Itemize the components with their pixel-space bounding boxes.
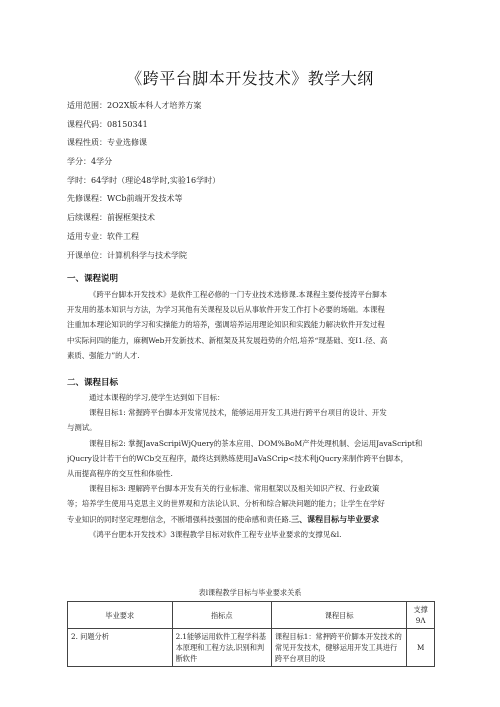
meta-major: 适用专业：软件工程 — [67, 231, 139, 241]
meta-scope: 适用范围：2O2X版本科人才培养方案 — [67, 101, 202, 110]
cell-goal: 课程目标1：常押跨平价脚本开发技术的常见开发技术，健够运用开发工具进行跨平台项目的设 — [272, 629, 407, 667]
goals-intro: 通过本课程的学习,使学生达到如下目标： — [89, 393, 225, 402]
section-heading-1: 一、课程说明 — [67, 274, 119, 284]
cell-indicator: 2.1能够运用软件工程学科基本原理和工程方法,识别和判断软件 — [172, 629, 271, 667]
meta-hours: 学时：64学时（理论48学时,实验16学时） — [67, 175, 221, 185]
desc-line-1: 《跨平台脚本开发技术》是软件工程必修的一门专业技术选修课.本课程主要传授涛平台脚本 — [89, 290, 387, 299]
desc-line-4: 中实际问四的能力，麻稠Web开发新技术、新框架及其发展趋势的介绍,培养“现基础、变I1.径、高 — [67, 335, 388, 345]
desc-line-2: 开发用的基本知识与方法，为学习其他有关课程及以后从事软件开发工作打卜必要的场础。本课程 — [67, 305, 385, 315]
desc-line-3: 注重加本理论知识的学习和实操能力的培养，强调培养运用理论知识和实践能力解决软件开发过程 — [67, 320, 385, 330]
goal1-line-2: 与测试。 — [67, 423, 97, 433]
meta-followup: 后续课程：前握框架技术 — [67, 213, 155, 223]
course-description — [67, 287, 435, 363]
header-requirement: 毕业要求 — [68, 602, 173, 629]
goal2-line-2: jQucry设计若干台的WCb交互程序，最终达到熟练使用JaVaSCrip<技术利jQucry来制作跨平台脚本， — [67, 453, 408, 463]
header-goal: 课程目标 — [272, 602, 407, 629]
header-support: 支撑9Λ — [407, 602, 435, 629]
meta-prereq: 先修课程：WCb前端开发技术等 — [67, 194, 183, 204]
meta-nature: 课程性质：专业选修课 — [67, 138, 147, 148]
goal3-line-2: 等；培养学生使用马克思主义的世界观和方法论认识、分析和综合解决问题的能力；让学生在学好 — [67, 499, 385, 509]
table-caption: 表l课程教学目标与毕业要求关系 — [198, 588, 302, 597]
cell-support: M — [407, 629, 435, 667]
goals-requirements-table — [67, 601, 435, 667]
section-heading-3: 三、课程目标与毕业要求 — [291, 514, 380, 524]
meta-code: 课程代码：08150341 — [67, 119, 148, 129]
goal2-line-1: 课程目标2: 掌握JavaScripiWjQuery的茶本应用、DOM%BoM产件处理机制、会运用JavaScript和 — [89, 438, 423, 448]
course-meta-list — [67, 97, 447, 265]
meta-unit: 开课单位：计算机科学与技术学院 — [67, 250, 187, 260]
header-indicator: 指标点 — [172, 602, 271, 629]
support-line: 《鸿平台肥本开发技术》3课程教学目标对软件工程专业毕业要求的支撑见&l. — [89, 529, 342, 539]
cell-requirement: 2. 问题分析 — [68, 629, 173, 667]
goal3-line-3: 专业知识的同时坚定理想信念，不断增强科技强国的使命感和责任路.三、课程目标与毕业要求 — [67, 514, 380, 524]
goal3-line-1: 课程目标3: 理解跨平台脚本开发有关的行业标准、常用框架以及相关知识产权、行业政策 — [89, 484, 380, 494]
table-header-row — [68, 602, 435, 629]
document-title: 《跨平台脚本开发技术》教学大纲 — [126, 69, 374, 88]
desc-line-5: 素质、强能力”的人才. — [67, 350, 140, 360]
meta-credits: 学分：4学分 — [67, 157, 113, 167]
table-row — [68, 629, 435, 667]
goal1-line-1: 课程目标1: 常握跨平台脚本开发常见技术，能够运用开发工具进行跨平台项目的设计、开发 — [89, 408, 387, 418]
goal2-line-3: 从而提高程序的交互性和体验性. — [67, 469, 173, 479]
course-goals — [67, 390, 435, 542]
section-heading-2: 二、课程目标 — [67, 378, 119, 388]
